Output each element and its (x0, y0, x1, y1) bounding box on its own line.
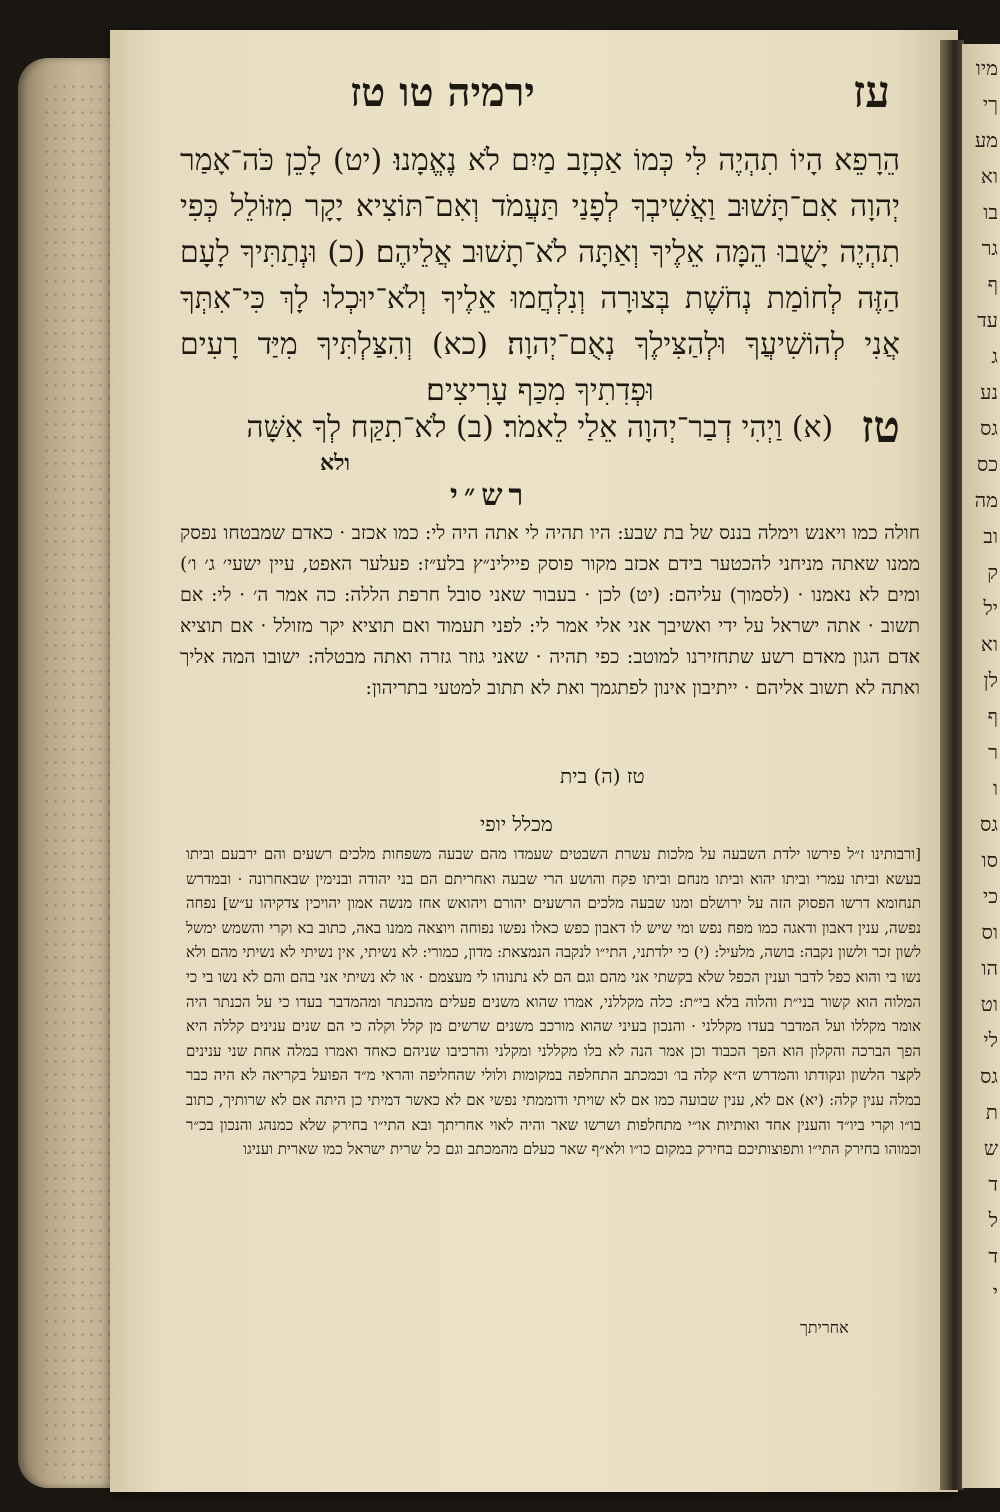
mikhlal-yofi-heading: מכלל יופי (480, 812, 553, 836)
right-page-fragments (962, 44, 1000, 1316)
page-header (170, 62, 890, 122)
right-page-fragment: כס (976, 452, 998, 476)
right-page-fragment: ת (985, 1100, 998, 1124)
right-page-fragment: ךי (982, 92, 998, 116)
right-page-fragment: מע (974, 128, 998, 152)
right-page-fragment: כי (982, 884, 998, 908)
mikhlal-catchword: אחריתך (800, 1318, 849, 1337)
right-page-fragment: ש (983, 1136, 998, 1160)
mikhlal-yofi-commentary: [ורבותינו ז״ל פירשו ילדת השבעה על מלכות עשרת השבטים שעמדו מהם שבעה משפחות מלכים רשעים והם ירבעם וביתו בעשא וביתו עמרי וביתו יהוא וביתו מנחם וביתו פקח והושע הרי שבעה ואחריתם הם בני יהודה ובנימין שבאחרונה · ובמדרש תנחומא דרשו הפסוק הזה על ירושלם ומנו שבעה מלכים הרשעים יהורם ויהואש אחז מנשה אמון יהויכין צדקיהו ע״ש] נפחה נפשה, ענין דאבון ודאגה כמו מפח נפש ומי שיש לו דאבון כפש כאלו נפשו נפוחה ויוצאה ממנו באה, כתוב בא וקרי והשמש ימשל לשון זכר ולשון נקבה: בושה, מלעיל: (י) כי ילדתני, התי״ו לנקבה הנמצאת: מדון, כמורי: לא נשיתי, אין נשיתי לא נשיתי מהם ולא נשו בי והוא כפל לדבר וענין הכפל שלא בקשתי אני מהם וגם הם לא נתנוהו לי מעצמם · או לא נשיתי אני בהם והם לא נשו בי כי המלוה הוא קשור בני״ת והלוה בלא בי״ת: כלה מקללני, אמרו שהוא משנים פעלים מהכנתר ומהמדבר בעדו כי על הכנתר היה אומר מקללו ועל המדבר בעדו מקללני · והנכון בעיני שהוא מורכב משנים שרשים מן קלל וקלה כי הם שנים ענינים קללה היא הפך הברכה והקלון הוא הפך הכבוד וכן אמר הנה לא בלו מקללני ומקלני והרכיבו שניהם כאחד ואמרו במלה אחת שני ענינים לקצר הלשון ונקודתו והמדרש ה״א קלה בו׳ וכמכתב התחלפה במקומות ולולי שהחליפה והראי מ״ד הפועל בקריאה לא היה כבר במלה ענין קלה: (יא) אם לא, ענין שבועה כמו אם לא שויתי ודוממתי נפשי אם לא כאשר דמיתי כן היתה אם לא שרותיך, כתוב בו״ו וקרי ביו״ד והענין אחד ואותיות או״י מתחלפות ושרשו שאר והיה לאוי אחריתך ובא התי״ו בחירק שלא כמנהג והנכון בכ״ר וכמוהו בחירק התי״ו ותפוצותיכם בחירק במקום כו״ו ולא״ף שאר כעלם מהמכתב וגם כל שרית ישראל כמו שארית ועניגו (186, 845, 921, 1159)
right-page-fragment: גר (981, 236, 998, 260)
book-gutter (940, 40, 964, 1490)
right-page-fragment: לן (983, 668, 998, 692)
right-page-fragment: גס (980, 1064, 998, 1088)
right-page-fragment: ד (988, 1172, 998, 1196)
right-page-fragment: ו (992, 776, 998, 800)
running-title: ירמיה טו טז (350, 68, 535, 116)
verse-text: הֵרָפֵא הָיוֹ תִהְיֶה לִּי כְּמוֹ אַכְזָב מַיִם לֹא נֶאֱמָנוּ׃ (יט) לָכֵן כֹּה־אָמַר יְהוָה אִם־תָּשׁוּב וַאֲשִׁיבְךָ לְפָנַי תַּעֲמֹד וְאִם־תּוֹצִיא יָקָר מִזּוֹלֵל כְּפִי תִהְיֶה יָשֻׁבוּ הֵמָּה אֵלֶיךָ וְאַתָּה לֹא־תָשׁוּב אֲלֵיהֶם׃ (כ) וּנְתַתִּיךָ לָעָם הַזֶּה לְחוֹמַת נְחֹשֶׁת בְּצוּרָה וְנִלְחֲמוּ אֵלֶיךָ וְלֹא־יוּכְלוּ לָךְ כִּי־אִתְּךָ אֲנִי לְהוֹשִׁיעֲךָ וּלְהַצִּילֶךָ נְאֻם־יְהוָה׃ (כא) וְהִצַּלְתִּיךָ מִיַּד רָעִים וּפְדִתִיךָ מִכַּף עָרִיצִים׃ (180, 143, 900, 408)
right-page-fragment: גס (980, 812, 998, 836)
right-page-fragment: וס (981, 920, 998, 944)
right-page-fragment: ר (988, 740, 998, 764)
right-page-fragment: ג (991, 344, 998, 368)
chapter-16-text: (א) וַיְהִי דְבַר־יְהוָה אֵלַי לֵאמֹר׃ (ב) לֹא־תִקַּח לְךָ אִשָּׁה (246, 410, 834, 445)
right-page-edge (962, 44, 1000, 1488)
right-page-fragment: עד (977, 308, 998, 332)
right-page-fragment: ד (988, 1244, 998, 1268)
right-page-fragment: וט (980, 992, 998, 1016)
folio-number: עז (852, 66, 890, 118)
right-page-fragment: מה (974, 488, 998, 512)
right-page-fragment: בו (983, 200, 998, 224)
rashi-catchword: טז (ה) בית (560, 764, 645, 788)
right-page-fragment: סו (981, 848, 998, 872)
right-page-fragment: ף (987, 272, 998, 296)
right-page-fragment: יל (983, 596, 998, 620)
chapter-number: טז (861, 402, 900, 453)
rashi-commentary: חולה כמו ויאנש וימלה בננס של בת שבע: היו תהיה לי אתה היה לי: כמו אכזב · כאדם שמבטחו נפסק ממנו שאתה מניחני להכטער בידם אכזב מקור פוסק פיילינ״ץ בלע״ז: פעלער האפט, עיין ישעי׳ ג׳ ו׳) ומים לא נאמנו · (לסמוך) עליהם: (יט) לכן · בעבור שאני סובל חרפת הללה: כה אמר ה׳ · לי: אם תשוב · אתה ישראל על ידי ואשיבך אני אלי אמר לי: לפני תעמוד ואם תוציא יקר מזולל · אם תוציא אדם הגון מאדם רשע שתחזירנו למוטב: כפי תהיה · שאני גוזר גזרה ואתה מבטלה: ישובו המה אליך ואתה לא תשוב אליהם · ייתיבון אינון לפתגמך ואת לא תתוב למטעי בתריהון: (180, 522, 920, 699)
right-page-fragment: ף (987, 704, 998, 728)
rashi-heading: רש״י (450, 478, 530, 513)
right-page-fragment: ל (988, 1208, 998, 1232)
right-page-fragment: ק (987, 560, 998, 584)
right-page-fragment: נע (980, 380, 998, 404)
chapter-16-opening (180, 402, 900, 453)
right-page-fragment: גס (980, 416, 998, 440)
right-page-fragment: וא (980, 632, 998, 656)
right-page-fragment: הו (981, 956, 998, 980)
verse-catchword: ולא (320, 450, 351, 476)
right-page-fragment: י (992, 1280, 998, 1304)
right-page-fragment: לי (983, 1028, 998, 1052)
right-page-fragment: מיו (975, 56, 998, 80)
right-page-fragment: וב (983, 524, 998, 548)
right-page-fragment: וא (980, 164, 998, 188)
